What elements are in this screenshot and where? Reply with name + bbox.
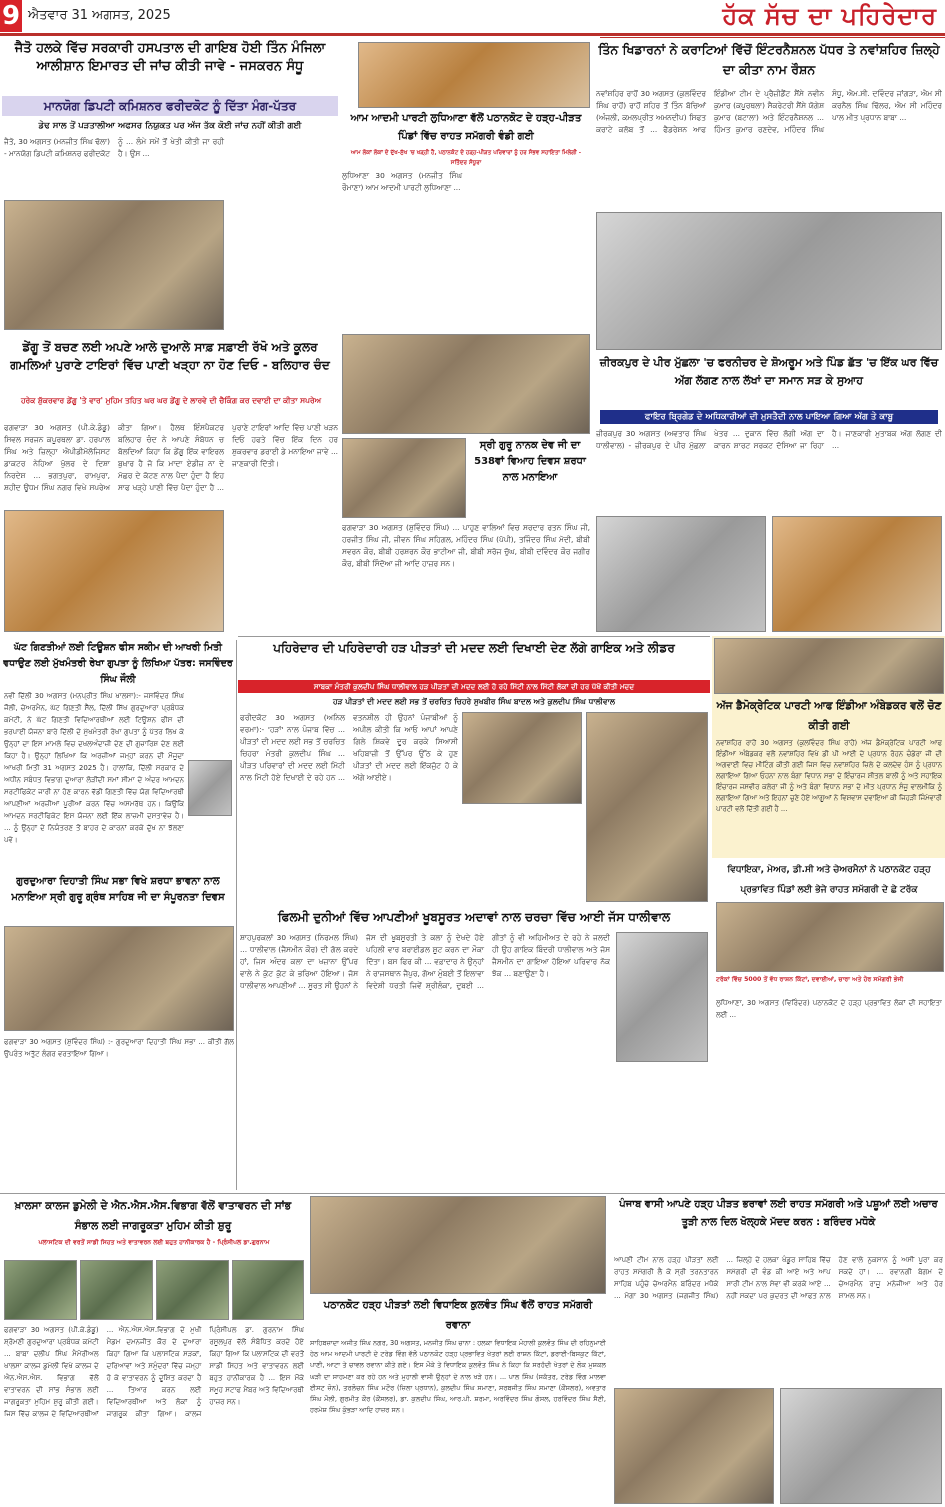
masthead-logo	[722, 2, 937, 30]
kicker-khalsa: ਪਲਾਸਟਿਕ ਦੀ ਵਰਤੋਂ ਸਾਡੀ ਸਿਹਤ ਅਤੇ ਵਾਤਾਵਰਨ ਲਈ ਬਹੁਤ ਹਾਨੀਕਾਰਕ ਹੈ - ਪ੍ਰਿੰਸੀਪਲ ਡਾ.ਗੁਰਨਾਮ	[38, 1239, 270, 1246]
body-dengue: ਫਗਵਾੜਾ 30 ਅਗਸਤ (ਪੀ.ਕੇ.ਡੰਡੂ) ਸਿਵਲ ਸਰਜਨ ਕਪੂਰਥਲਾ ਡਾ. ਹਰਪਾਲ ਸਿੰਘ ਅਤੇ ਜ਼ਿਲ੍ਹਾ ਐਪੀਡੀਮੋਲੋਜਿਸਟ ਡਾਕਟਰ ਨੇਹਿਆ ਖੁੱਲਰ ਦੇ ਦਿਸ਼ਾ ਨਿਰਦੇਸ਼ ... ਭਗਤਪੁਰਾ, ਰਾਮਪੁਰਾ, ਸ਼ਹੀਦ ਊਧਮ ਸਿੰਘ ਨਗਰ ਵਿਖੇ ਸਪਰੇਅ ਕੀਤਾ ਗਿਆ। ਹੈਲਥ ਇੰਸਪੈਕਟਰ ਬਲਿਹਾਰ ਚੰਦ ਨੇ ਆਪਣੇ ਸੰਬੋਧਨ ਚ ਬੋਲਦਿਆਂ ਕਿਹਾ ਕਿ ਡੇਂਗੂ ਇੱਕ ਵਾਇਰਲ ਬੁਖ਼ਾਰ ਹੈ ਜੋ ਕਿ ਮਾਦਾ ਏਡੀਜ਼ ਨਾ ਦੇ ਮੱਛਰ ਦੇ ਕੱਟਣ ਨਾਲ ਪੈਦਾ ਹੁੰਦਾ ਹੈ ਇਹ ਸਾਫ ਖੜ੍ਹੇ ਪਾਣੀ ਵਿੱਚ ਪੈਦਾ ਹੁੰਦਾ ਹੈ ... ਪੁਰਾਣੇ ਟਾਇਰਾਂ ਆਦਿ ਵਿੱਚ ਪਾਣੀ ਖੜਨ ਦਿਓ ਹਫਤੇ ਵਿੱਚ ਇੱਕ ਦਿਨ ਹਰ ਸ਼ੁਕਰਵਾਰ ਡਰਾਈ ਡੇ ਮਨਾਇਆ ਜਾਵੇ ... ਜਾਣਕਾਰੀ ਦਿੱਤੀ।	[4, 423, 338, 492]
header-rule	[0, 33, 945, 36]
body-guru-nanak: ਫਗਵਾੜਾ 30 ਅਗਸਤ (ਸ਼ੁਵਿੰਦਰ ਸਿੰਘ) ... ਪਾਹੁਣ ਵਾਲਿਆਂ ਵਿਚ ਸਰਦਾਰ ਰਤਨ ਸਿੰਘ ਜੀ, ਹਰਜੀਤ ਸਿੰਘ ਜੀ, ਜੀਵਨ ਸਿੰਘ ਸਹਿਗਲ, ਮਹਿੰਦਰ ਸਿੰਘ (ਪੱਪੀ), ਤਜਿੰਦਰ ਸਿੰਘ ਮੋਦੀ, ਬੀਬੀ ਸਵਰਨ ਕੌਰ, ਬੀਬੀ ਹਰਸ਼ਰਨ ਕੌਰ ਭਾਟੀਆ ਜੀ, ਬੀਬੀ ਸਰੋਜ ਚੁੱਘ, ਬੀਬੀ ਦਵਿੰਦਰ ਕੌਰ ਜਗੀਰ ਕੌਰ, ਬੀਬੀ ਸਿੰਦੋਆ ਜੀ ਆਦਿ ਹਾਜ਼ਰ ਸਨ।	[342, 523, 590, 568]
headline-punjab-vasi: ਪੰਜਾਬ ਵਾਸੀ ਆਪਣੇ ਹੜ੍ਹ ਪੀੜਤ ਭਰਾਵਾਂ ਲਈ ਰਾਹਤ ਸਮੱਗਰੀ ਅਤੇ ਪਸ਼ੂਆਂ ਲਈ ਅਚਾਰ ਤੂੜੀ ਨਾਲ ਦਿਲ ਖੋਲ੍ਹਕੇ ਮੱਦਦ ਕਰਨ : ਬਰਿੰਦਰ ਮਧੋਕੇ	[619, 1199, 938, 1228]
headline-mla-trucks: ਵਿਧਾਇਕਾ, ਮੇਅਰ, ਡੀ.ਸੀ ਅਤੇ ਚੇਅਰਮੈਨਾਂ ਨੇ ਪਠਾਨਕੋਟ ਹੜ੍ਹ ਪ੍ਰਭਾਵਿਤ ਪਿੰਡਾਂ ਲਈ ਭੇਜੇ ਰਾਹਤ ਸਮੱਗਰੀ ਦੇ ਛੇ ਟਰੱਕ	[727, 865, 931, 895]
headline-tuition: ਘੱਟ ਗਿਣਤੀਆਂ ਲਈ ਟਿਊਸ਼ਨ ਫੀਸ ਸਕੀਮ ਦੀ ਆਖਰੀ ਮਿਤੀ ਵਧਾਉਣ ਲਈ ਮੁੱਖਮੰਤਰੀ ਰੇਖਾ ਗੁਪਤਾ ਨੂੰ ਲਿਖਿਆ ਪੱਤਰ: ਜਸਵਿੰਦਰ ਸਿੰਘ ਜੌਲੀ	[3, 642, 233, 685]
headline-gurdwara: ਗੁਰਦੁਆਰਾ ਦਿਹਾਤੀ ਸਿੰਘ ਸਭਾ ਵਿਖੇ ਸ਼ਰਧਾ ਭਾਵਨਾ ਨਾਲ ਮਨਾਇਆ ਸ੍ਰੀ ਗੁਰੂ ਗ੍ਰੰਥ ਸਾਹਿਬ ਜੀ ਦਾ ਸੰਪੂਰਨਤਾ ਦਿਵਸ	[11, 876, 225, 903]
photo-gurdwara	[4, 926, 234, 1031]
photo-khalsa-3	[156, 1260, 229, 1320]
issue-date: ਐਤਵਾਰ 31 ਅਗਸਤ, 2025	[28, 8, 171, 23]
body-kulwant: ਸਾਹਿਬਜ਼ਾਦਾ ਅਜੀਤ ਸਿੰਘ ਨਗਰ, 30 ਅਗਸਤ, ਮਨਜੀਤ ਸਿੰਘ ਚਾਨਾ : ਹਲਕਾ ਵਿਧਾਇਕ ਮੋਹਾਲੀ ਕੁਲਵੰਤ ਸਿੰਘ ਦੀ ਰਹਿਨੁਮਾਈ ਹੇਠ ਆਮ ਆਦਮੀ ਪਾਰਟੀ ਦੇ ਟਰੇਡ ਵਿੰਗ ਵੱਲੋਂ ਪਠਾਨਕੋਟ ਹੜ੍ਹ ਪ੍ਰਭਾਵਿਤ ਖੇਤਰਾਂ ਲਈ ਰਾਸ਼ਨ ਕਿੱਟਾਂ, ਡਰਾਈ-ਬਿਸਕੁਟ ਕਿੱਟਾਂ, ਪਾਣੀ, ਆਟਾ ਤੇ ਚਾਵਲ ਰਵਾਨਾ ਕੀਤੇ ਗਏ। ਇਸ ਮੌਕੇ ਤੇ ਵਿਧਾਇਕ ਕੁਲਵੰਤ ਸਿੰਘ ਨੇ ਕਿਹਾ ਕਿ ਸਰਹੱਦੀ ਖੇਤਰਾਂ ਦੇ ਲੋਕ ਮੁਸ਼ਕਲ ਘੜੀ ਦਾ ਸਾਹਮਣਾ ਕਰ ਰਹੇ ਹਨ ਅਤੇ ਮੁਹਾਲੀ ਵਾਸੀ ਉਨ੍ਹਾਂ ਦੇ ਨਾਲ ਖੜੇ ਹਨ। ... ਪਾਲ ਸਿੰਘ (ਸਕੱਤਰ, ਟਰੇਡ ਵਿੰਗ ਮਾਲਵਾ ਈਸਟ ਜ਼ੋਨ), ਤਰਲੋਚਨ ਸਿੰਘ ਮਟੌਰ (ਜ਼ਿਲਾ ਪ੍ਰਧਾਨ), ਕੁਲਦੀਪ ਸਿੰਘ ਸਮਾਣਾ, ਸਰਬਜੀਤ ਸਿੰਘ ਸਮਾਣਾ (ਕੌਂਸਲਰ), ਅਵਤਾਰ ਸਿੰਘ ਮੌਲੀ, ਗੁਰਮੀਤ ਕੌਰ (ਕੌਂਸਲਰ), ਡਾ. ਕੁਲਦੀਪ ਸਿੰਘ, ਆਰ.ਪੀ. ਸ਼ਰਮਾ, ਅਰਵਿੰਦਰ ਸਿੰਘ ਗੋਸਲ, ਹਰਵਿੰਦਰ ਸਿੰਘ ਸੈਣੀ, ਹਰਮੇਸ਼ ਸਿੰਘ ਕੁੰਭੜਾ ਆਦਿ ਹਾਜ਼ਰ ਸਨ।	[310, 1339, 606, 1415]
photo-khalsa-1	[4, 1260, 77, 1320]
kicker-jaito: ਡੇਢ ਸਾਲ ਤੋਂ ਪੜਤਾਲੀਆ ਅਫਸਰ ਨਿਯੁਕਤ ਪਰ ਅੱਜ ਤੱਕ ਕੋਈ ਜਾਂਚ ਨਹੀਂ ਕੀਤੀ ਗਈ	[38, 121, 302, 131]
photo-punjab-vasi-2	[780, 1388, 942, 1504]
section-rule-bottom	[0, 1193, 945, 1194]
kicker-aap-ludhiana: ਆਮ ਲੋਕਾਂ ਲੋਕਾਂ ਦੇ ਦੁੱਖ-ਸੁੱਖ 'ਚ ਖੜ੍ਹੀ ਹੈ, ਪਠਾਨਕੋਟ ਦੇ ਹੜ੍ਹ-ਪੀੜਤ ਪਰਿਵਾਰਾਂ ਨੂੰ ਹਰ ਸੰਭਵ ਸਹਾਇਤਾ ਮਿਲੇਗੀ - ਸਤਿੰਦਰ ਸੰਧੂਰਾ	[350, 150, 582, 166]
photo-khalsa-4	[232, 1260, 304, 1320]
headline-guru-nanak: ਸ੍ਰੀ ਗੁਰੂ ਨਾਨਕ ਦੇਵ ਜੀ ਦਾ 538ਵਾਂ ਵਿਆਹ ਦਿਵਸ ਸ਼ਰਧਾ ਨਾਲ ਮਨਾਇਆ	[474, 440, 586, 483]
photo-mla-trucks	[716, 902, 944, 972]
body-khalsa: ਫਗਵਾੜਾ 30 ਅਗਸਤ (ਪੀ.ਕੇ.ਡੰਡੂ) ਸ਼੍ਰੋਮਣੀ ਗੁਰਦੁਆਰਾ ਪ੍ਰਬੰਧਕ ਕਮੇਟੀ ... ਬਾਬਾ ਦਲੀਪ ਸਿੰਘ ਮੈਮੋਰੀਅਲ ਖਾਲਸਾ ਕਾਲਜ ਡੁਮੇਲੀ ਵਿਖੇ ਕਾਲਜ ਦੇ ਐਨ.ਐਸ.ਐਸ. ਵਿਭਾਗ ਵੱਲੋਂ ਵਾਤਾਵਰਨ ਦੀ ਸਾਂਭ ਸੰਭਾਲ ਲਈ ਜਾਗਰੂਕਤਾ ਮੁਹਿਮ ਸ਼ੁਰੂ ਕੀਤੀ ਗਈ। ਜਿਸ ਵਿੱਚ ਕਾਲਜ ਦੇ ਵਿਦਿਆਰਥੀਆਂ ... ਐਨ.ਐਸ.ਐਸ.ਵਿਭਾਗ ਦੇ ਮੁਖੀ ਮੈਡਮ ਦਮਨਜੀਤ ਕੌਰ ਦੇ ਦੁਆਰਾ ਕਿਹਾ ਗਿਆ ਕਿ ਪਲਾਸਟਿਕ ਸੜਕਾਂ, ਦਰਿਆਵਾਂ ਅਤੇ ਸਮੁੰਦਰਾਂ ਵਿੱਚ ਜਮ੍ਹਾ ਹੋ ਕੇ ਵਾਤਾਵਰਨ ਨੂੰ ਦੂਸ਼ਿਤ ਕਰਦਾ ਹੈ ... ਤਿਆਰ ਕਰਨ ਲਈ ਵਿਦਿਆਰਥੀਆਂ ਅਤੇ ਲੋਕਾਂ ਨੂੰ ਜਾਗਰੂਕ ਕੀਤਾ ਗਿਆ। ਕਾਲਜ ਪ੍ਰਿੰਸੀਪਲ ਡਾ. ਗੁਰਨਾਮ ਸਿੰਘ ਰਸੂਲਪੁਰ ਵੱਲੋਂ ਸੰਬੋਧਿਤ ਕਰਦੇ ਹੋਏ ਕਿਹਾ ਗਿਆ ਕਿ ਪਲਾਸਟਿਕ ਦੀ ਵਰਤੋਂ ਸਾਡੀ ਸਿਹਤ ਅਤੇ ਵਾਤਾਵਰਨ ਲਈ ਬਹੁਤ ਹਾਨੀਕਾਰਕ ਹੈ ... ਇਸ ਮੌਕੇ ਸਮੂਹ ਸਟਾਫ ਮੈਂਬਰ ਅਤੇ ਵਿਦਿਆਰਥੀ ਹਾਜ਼ਰ ਸਨ।	[4, 1326, 304, 1418]
headline-democratic: ਅੱਜ ਡੈਮੋਕ੍ਰੇਟਿਕ ਪਾਰਟੀ ਆਫ ਇੰਡੀਆ ਅੰਬੇਡਕਰ ਵਲੋਂ ਚੋਣ ਕੀਤੀ ਗਈ	[716, 700, 942, 732]
photo-jolly	[188, 760, 232, 816]
body-jass: ਸ਼ਾਹਪੁਰਕਲਾਂ 30 ਅਗਸਤ (ਨਿਰਮਲ ਸਿੰਘ) ... ਧਾਲੀਵਾਲ (ਜੈਸਮੀਨ ਕੌਰ) ਦੀ ਗੱਲ ਕਰਦੇ ਹਾਂ, ਜਿਸ ਅੰਦਰ ਕਲਾ ਦਾ ਖਜ਼ਾਨਾ ਉੱਪਰ ਵਾਲੇ ਨੇ ਕੁੱਟ ਕੁੱਟ ਕੇ ਭਰਿਆ ਹੋਇਆ। ਜੱਸ ਧਾਲੀਵਾਲ ਆਪਣੀਆਂ ... ਸੂਰਤ ਸੀ ਉਹਨਾਂ ਨੇ ਜੱਸ ਦੀ ਖੂਬਸੂਰਤੀ ਤੇ ਕਲਾ ਨੂੰ ਦੇਖਦੇ ਹੋਏ ਪਹਿਲੀ ਵਾਰ ਬਰਾਈਡਲ ਸ਼ੂਟ ਕਰਨ ਦਾ ਮੌਕਾ ਦਿੱਤਾ। ਬਸ ਫਿਰ ਕੀ ... ਵਫ਼ਾਦਾਰ ਨੇ ਉਨ੍ਹਾਂ ਨੇ ਰਾਜਸਥਾਨ ਜੈਪੁਰ, ਗੋਆ ਮੁੰਬਈ ਤੋਂ ਇਲਾਵਾ ਵਿਦੇਸ਼ੀ ਧਰਤੀ ਜਿਵੇਂ ਸ਼੍ਰੀਲੰਕਾ, ਦੁਬਈ ... ਗੀਤਾਂ ਨੂੰ ਵੀ ਅਹਿਮੀਅਤ ਦੇ ਰਹੇ ਨੇ ਜਲਦੀ ਹੀ ਉਹ ਗਾਇਕ ਬਿੰਦਰੀ ਧਾਲੀਵਾਲ ਅਤੇ ਜੱਸ ਜੈਸਮੀਨ ਦਾ ਗਾਇਆ ਹੋਇਆ ਪਰਿਵਾਰ ਨੋਕ ਝੋਕ ... ਬਣਾਉਣਾ ਹੈ।	[240, 933, 610, 990]
photo-fire-truck	[772, 516, 942, 632]
headline-pehredar: ਪਹਿਰੇਦਾਰ ਦੀ ਪਹਿਰੇਦਾਰੀ ਹੜ ਪੀੜਤਾਂ ਦੀ ਮਦਦ ਲਈ ਦਿਖਾਈ ਦੇਣ ਲੱਗੇ ਗਾਇਕ ਅਤੇ ਲੀਡਰ	[273, 641, 675, 655]
kicker-dengue: ਹਰੇਕ ਸ਼ੁੱਕਰਵਾਰ ਡੇਂਗੂ 'ਤੇ ਵਾਰ' ਮੁਹਿਮ ਤਹਿਤ ਘਰ ਘਰ ਡੇਂਗੂ ਦੇ ਲਾਰਵੇ ਦੀ ਚੈਕਿੰਗ ਕਰ ਦਵਾਈ ਦਾ ਕੀਤਾ ਸਪਰੇਅ	[20, 396, 322, 405]
photo-pehredar-night	[462, 712, 582, 804]
photo-punjab-vasi-1	[614, 1388, 774, 1504]
page-number: 9	[1, 1, 21, 31]
photo-jass	[616, 932, 708, 1062]
kicker-mla-trucks: ਟਰੱਕਾਂ ਵਿੱਚ 5000 ਤੋਂ ਵੱਧ ਰਾਸ਼ਨ ਕਿੱਟਾਂ, ਦਵਾਈਆਂ, ਚਾਰਾ ਅਤੇ ਹੋਰ ਸਮੱਗਰੀ ਭੇਜੀ	[716, 976, 904, 983]
body-jaito: ਜੈਤੋ, 30 ਅਗਸਤ (ਮਨਜੀਤ ਸਿੰਘ ਢੱਲਾ) - ਮਾਨਯੋਗ ਡਿਪਟੀ ਕਮਿਸ਼ਨਰ ਫਰੀਦਕੋਟ ਨੂੰ ... ਲੰਮੇ ਸਮੇਂ ਤੋਂ ਖੇਤੀ ਕੀਤੀ ਜਾ ਰਹੀ ਹੈ। ਉਸ ...	[4, 137, 224, 158]
photo-pehredar-group	[586, 712, 708, 902]
photo-aap-ludhiana	[358, 42, 590, 108]
column-rule	[236, 640, 237, 1190]
kicker-pehredar: ਹੜ ਪੀੜਤਾਂ ਦੀ ਮਦਦ ਲਈ ਸਭ ਤੋਂ ਚਰਚਿਤ ਚਿਹਰੇ ਸੁਖਬੀਰ ਸਿੰਘ ਬਾਦਲ ਅਤੇ ਕੁਲਦੀਪ ਸਿੰਘ ਧਾਲੀਵਾਲ	[332, 697, 616, 706]
photo-karate	[596, 212, 942, 350]
body-aap-ludhiana: ਲੁਧਿਆਣਾ 30 ਅਗਸਤ (ਮਨਜੀਤ ਸਿੰਘ ਰੌਮਾਣਾ) ਆਮ ਆਦਮੀ ਪਾਰਟੀ ਲੁਧਿਆਣਾ ...	[342, 171, 462, 192]
body-mla-trucks: ਲੁਧਿਆਣਾ, 30 ਅਗਸਤ (ਵਿਰਿੰਦਰ) ਪਠਾਨਕੋਟ ਦੇ ਹੜ੍ਹ ਪ੍ਰਭਾਵਿਤ ਲੋਕਾਂ ਦੀ ਸਹਾਇਤਾ ਲਈ ...	[716, 999, 942, 1019]
subhead-jaito: ਮਾਨਯੋਗ ਡਿਪਟੀ ਕਮਿਸ਼ਨਰ ਫਰੀਦਕੋਟ ਨੂੰ ਦਿੱਤਾ ਮੰਗ-ਪੱਤਰ	[2, 96, 338, 116]
masthead-text: ਹੱਕ ਸੱਚ ਦਾ ਪਹਿਰੇਦਾਰ	[722, 2, 937, 30]
kicker-zirakpur: ਫਾਇਰ ਬ੍ਰਿਗੇਡ ਦੇ ਅਧਿਕਾਰੀਆਂ ਦੀ ਮੁਸਤੈਦੀ ਨਾਲ ਪਾਇਆ ਗਿਆ ਅੱਗ ਤੇ ਕਾਬੂ	[600, 410, 938, 424]
body-tuition: ਨਵੀਂ ਦਿੱਲੀ 30 ਅਗਸਤ (ਮਨਪ੍ਰੀਤ ਸਿੰਘ ਖਾਲਸਾ):- ਜਸਵਿੰਦਰ ਸਿੰਘ ਜੌਲੀ, ਚੇਅਰਮੈਨ, ਘੱਟ ਗਿਣਤੀ ਸੈੱਲ, ਦਿੱਲੀ ਸਿੱਖ ਗੁਰਦੁਆਰਾ ਪ੍ਰਬੰਧਕ ਕਮੇਟੀ, ਨੇ ਘੱਟ ਗਿਣਤੀ ਵਿਦਿਆਰਥੀਆਂ ਲਈ ਟਿਊਸ਼ਨ ਫੀਸ ਦੀ ਭਰਪਾਈ ਯੋਜਨਾ ਬਾਰੇ ਦਿੱਲੀ ਦੇ ਮੁੱਖਮੰਤਰੀ ਰੇਖਾ ਗੁਪਤਾ ਨੂੰ ਪੱਤਰ ਲਿਖ ਕੇ ਉਨ੍ਹਾਂ ਦਾ ਇਸ ਮਾਮਲੇ ਵਿਚ ਦਖਲਅੰਦਾਜ਼ੀ ਦੇਣ ਦੀ ਗੁਜ਼ਾਰਿਸ਼ ਦੇਣ ਲਈ ਕਿਹਾ ਹੈ। ਉਨ੍ਹਾਂ ਲਿਖਿਆ ਕਿ ਅਰਜ਼ੀਆਂ ਜਮ੍ਹਾਂ ਕਰਨ ਦੀ ਮੌਜੂਦਾ ਆਖਰੀ ਮਿਤੀ 31 ਅਗਸਤ 2025 ਹੈ। ਹਾਲਾਂਕਿ, ਦਿੱਲੀ ਸਰਕਾਰ ਦੇ ਅਧੀਨ ਸਬੰਧਤ ਵਿਭਾਗ ਦੁਆਰਾ ਲੋੜੀਂਦੀ ਸਮਾਂ ਸੀਮਾ ਦੇ ਅੰਦਰ ਆਮਦਨ ਸਰਟੀਫਿਕੇਟ ਜਾਰੀ ਨਾ ਹੋਣ ਕਾਰਨ ਵੱਡੀ ਗਿਣਤੀ ਵਿੱਚ ਯੋਗ ਵਿਦਿਆਰਥੀ ਆਪਣੀਆਂ ਅਰਜ਼ੀਆਂ ਪੂਰੀਆਂ ਕਰਨ ਵਿੱਚ ਅਸਮਰੱਥ ਹਨ। ਕਿਉਂਕਿ ਆਮਦਨ ਸਰਟੀਫਿਕੇਟ ਇਸ ਯੋਜਨਾ ਲਈ ਇੱਕ ਲਾਜ਼ਮੀ ਦਸਤਾਵੇਜ਼ ਹੈ। ... ਨੂੰ ਉਨ੍ਹਾਂ ਦੇ ਨਿਯੰਤਰਣ ਤੋਂ ਬਾਹਰ ਦੇ ਕਾਰਨਾਂ ਕਰਕੇ ਦੁੱਖ ਨਾ ਝੱਲਣਾ ਪਵੇ।	[4, 692, 184, 844]
header-rule-thin	[600, 37, 945, 38]
body-pehredar: ਫਰੀਦਕੋਟ 30 ਅਗਸਤ (ਅਨਿਲ ਵਰਮਾ):- 'ਹੜਾਂ' ਨਾਲ ਪੰਜਾਬ ਵਿੱਚ ... ਪੀੜਤਾਂ ਦੀ ਮਦਦ ਲਈ ਸਭ ਤੋਂ ਚਰਚਿਤ ਚਿਹਰਾ ਮੰਤਰੀ ਕੁਲਦੀਪ ਸਿੰਘ ... ਪੀੜਤ ਪਰਿਵਾਰਾਂ ਦੀ ਮਦਦ ਲਈ ਮਿੱਟੀ ਨਾਲ ਮਿੱਟੀ ਹੋਏ ਦਿਖਾਈ ਦੇ ਰਹੇ ਹਨ ... ਵਤਨਸ਼ੀਲ ਹੀ ਉਹਨਾਂ ਪੰਜਾਬੀਆਂ ਨੂੰ ਅਪੀਲ ਕੀਤੀ ਕਿ ਆਓ ਆਪਾਂ ਆਪਣੇ ਗਿਲੇ ਸ਼ਿਕਵੇ ਦੂਰ ਕਰਕੇ ਸਿਆਸੀ ਖਹਿਬਾਜ਼ੀ ਤੋਂ ਉੱਪਰ ਉੱਠ ਕੇ ਹੁਣ ਪੀੜਤਾਂ ਦੀ ਮਦਦ ਲਈ ਇੱਕਜੁੱਟ ਹੋ ਕੇ ਅੱਗੇ ਆਈਏ।	[240, 713, 458, 782]
body-zirakpur: ਜ਼ੀਰਕਪੁਰ 30 ਅਗਸਤ (ਅਵਤਾਰ ਸਿੰਘ ਧਾਲੀਵਾਲ) - ਜ਼ੀਰਕਪੁਰ ਦੇ ਪੀਰ ਮੁੱਛਲਾ ਖੇਤਰ ... ਦੁਕਾਨ ਵਿੱਚ ਲੱਗੀ ਅੱਗ ਦਾ ਕਾਰਨ ਸ਼ਾਰਟ ਸਰਕਟ ਦੱਸਿਆ ਜਾ ਰਿਹਾ ਹੈ। ਜਾਣਕਾਰੀ ਮੁਤਾਬਕ ਅੱਗ ਲੱਗਣ ਦੀ ...	[596, 429, 942, 450]
headline-kulwant: ਪਠਾਨਕੋਟ ਹੜ੍ਹ ਪੀੜਤਾਂ ਲਈ ਵਿਧਾਇਕ ਕੁਲਵੰਤ ਸਿੰਘ ਵੱਲੋਂ ਰਾਹਤ ਸਮੱਗਰੀ ਰਵਾਨਾ	[323, 1300, 593, 1331]
body-democratic: ਨਵਾਂਸ਼ਹਿਰ ਰਾਹੋਂ 30 ਅਗਸਤ (ਕੁਲਵਿੰਦਰ ਸਿੰਘ ਰਾਹੋਂ) ਅੱਜ ਡੈਮੋਕ੍ਰੇਟਿਕ ਪਾਰਟੀ ਆਫ ਇੰਡੀਆ ਅੰਬੇਡਕਰ ਵਲੋਂ ਨਵਾਂਸ਼ਹਿਰ ਵਿਖੇ ਡੀ ਪੀ ਆਈ ਦੇ ਪ੍ਰਧਾਨ ਰੋਹਨ ਚੰਡੇਰਾ ਜੀ ਦੀ ਅਗਵਾਈ ਵਿਚ ਮੀਟਿੰਗ ਕੀਤੀ ਗਈ ਜਿਸ ਵਿਚ ਨਵਾਂਸ਼ਹਿਰ ਜ਼ਿਲੇ ਦੇ ਕਲਦੇਵ ਹੰਸ ਨੂੰ ਪ੍ਰਧਾਨ ਲਗਾਇਆ ਗਿਆ ਓਹਨਾ ਨਾਲ ਬੰਗਾ ਵਿਧਾਨ ਸਭਾ ਦੇ ਇੰਚਾਰਜ ਸ਼ੀਤਲ ਬਾਲੀ ਨੂੰ ਅਤੇ ਸਹਾਇਕ ਇੰਚਾਰਜ ਜਸਵੀਰ ਕਲੇਰਾ ਜੀ ਨੂੰ ਅਤੇ ਬੰਗਾ ਵਿਧਾਨ ਸਭਾ ਦੇ ਮੀਤ ਪ੍ਰਧਾਨ ਸੰਜੂ ਵਾਲਮੀਕਿ ਨੂੰ ਲਗਾਇਆ ਗਿਆ ਅਤੇ ਇਹਨਾਂ ਚੁਣੇ ਹੋਏ ਆਗੂਆਂ ਨੇ ਵਿਸ਼ਵਾਸ ਦਵਾਇਆ ਕੀ ਜਿਹੜੀ ਜਿੰਮੇਵਾਰੀ ਪਾਰਟੀ ਵਲੋਂ ਦਿੱਤੀ ਗਈ ਹੈ ...	[716, 739, 942, 813]
photo-khalsa-2	[80, 1260, 153, 1320]
headline-zirakpur: ਜ਼ੀਰਕਪੁਰ ਦੇ ਪੀਰ ਮੁੱਛਲਾ 'ਚ ਫਰਨੀਚਰ ਦੇ ਸ਼ੋਅਰੂਮ ਅਤੇ ਪਿੰਡ ਛੱਤ 'ਚ ਇੱਕ ਘਰ ਵਿੱਚ ਅੱਗ ਲੱਗਣ ਨਾਲ ਲੱਖਾਂ ਦਾ ਸਮਾਨ ਸੜ ਕੇ ਸੁਆਹ	[599, 356, 939, 387]
body-karate: ਨਵਾਂਸ਼ਹਿਰ ਰਾਹੋਂ 30 ਅਗਸਤ (ਕੁਲਵਿੰਦਰ ਸਿੰਘ ਰਾਹੋਂ) ਰਾਹੋਂ ਸ਼ਹਿਰ ਤੋਂ ਤਿੰਨ ਬੱਚਿਆਂ (ਅੰਜਲੀ, ਕਮਲਪ੍ਰੀਤ ਅਮਨਦੀਪ) ਸਿਫਤ ਕਰਾਟੇ ਕਲੱਬ ਤੋਂ ... ਫੈਡਰੇਸ਼ਨ ਆਫ ਇੰਡੀਆ ਟੀਮ ਦੇ ਪ੍ਰੈਜ਼ੀਡੈਂਟ ਸੈਂਸੇ ਨਵੀਨ ਕੁਮਾਰ (ਕਪੂਰਥਲਾ) ਸੈਕਰੇਟਰੀ ਸੈਂਸੇ ਯੋਗੇਸ਼ ਕੁਮਾਰ (ਬਟਾਲਾ) ਅਤੇ ਇੰਟਰਨੈਸ਼ਨਲ ... ਹਿੰਮਤ ਕੁਮਾਰ ਰਣਦੇਵ, ਮਹਿੰਦਰ ਸਿੰਘ ਸੰਧੂ, ਐਮ.ਸੀ. ਦਵਿੰਦਰ ਜਾਂਗੜਾ, ਐਮ ਸੀ ਕਰਨੈਲ ਸਿੰਘ ਢਿੱਲਰ, ਐਮ ਸੀ ਮਹਿੰਦਰ ਪਾਲ ਮੀਤ ਪ੍ਰਧਾਨ ਬਾਬਾ ...	[596, 89, 942, 134]
photo-dengue	[4, 510, 224, 632]
photo-aap-group	[342, 334, 590, 434]
photo-kulwant	[310, 1196, 606, 1294]
headline-jaito: ਜੈਤੋ ਹਲਕੇ ਵਿੱਚ ਸਰਕਾਰੀ ਹਸਪਤਾਲ ਦੀ ਗਾਇਬ ਹੋਈ ਤਿੰਨ ਮੰਜਿਲਾ ਆਲੀਸ਼ਾਨ ਇਮਾਰਤ ਦੀ ਜਾਂਚ ਕੀਤੀ ਜਾਵੇ - ਜਸਕਰਨ ਸੰਧੂ	[14, 41, 326, 74]
section-rule	[238, 636, 710, 637]
body-punjab-vasi: ਆਪਣੀ ਟੀਮ ਨਾਲ ਹੜ੍ਹ ਪੀੜਤਾਂ ਲਈ ਰਾਹਤ ਸਮੱਗਰੀ ਲੈ ਕੇ ਸ੍ਰੀ ਤਰਨਤਾਰਨ ਸਾਹਿਬ ਪਹੁੰਚੇ ਚੇਅਰਮੈਨ ਬਰਿੰਦਰ ਮਧੋਕੇ ... ਮੋਗਾ 30 ਅਗਸਤ (ਜਗਜੀਤ ਸਿੰਘ) ... ਜ਼ਿਲ੍ਹੇ ਦੇ ਹਲਕਾ ਖੰਡੂਰ ਸਾਹਿਬ ਵਿੱਚ ਸਮੱਗਰੀ ਦੀ ਵੰਡ ਕੀ ਆਏ ਅਤੇ ਆਪ ਸਾਰੀ ਟੀਮ ਨਾਲ ਸੇਵਾ ਵੀ ਕਰਕੇ ਆਏ ... ਨਹੀਂ ਸਕਦਾ ਪਰ ਕੁਦਰਤ ਦੀ ਆਫਤ ਨਾਲ ਹੋਣ ਵਾਲੇ ਨੁਕਸਾਨ ਨੂੰ ਅਸੀਂ ਪੂਰਾ ਕਰ ਸਕਦੇ ਹਾਂ। ... ਰਵਾਨਗੀ ਬੇਗਮ ਦੇ ਚੇਅਰਮੈਨ ਰਾਜੂ ਮਨੇਜੀਆ ਅਤੇ ਹੋਰ ਸ਼ਾਮਲ ਸਨ।	[614, 1256, 943, 1300]
photo-democratic	[714, 638, 944, 694]
photo-jaito	[4, 200, 224, 330]
headline-khalsa: ਖ਼ਾਲਸਾ ਕਾਲਜ ਡੁਮੇਲੀ ਦੇ ਐਨ.ਐਸ.ਐਸ.ਵਿਭਾਗ ਵੱਲੋਂ ਵਾਤਾਵਰਨ ਦੀ ਸਾਂਭ ਸੰਭਾਲ ਲਈ ਜਾਗਰੂਕਤਾ ਮੁਹਿਮ ਕੀਤੀ ਸ਼ੁਰੂ	[14, 1200, 292, 1232]
kicker-pehredar-red: ਸਾਬਕਾ ਮੰਤਰੀ ਕੁਲਦੀਪ ਸਿੰਘ ਧਾਲੀਵਾਲ ਹੜ ਪੀੜਤਾਂ ਦੀ ਮਦਦ ਲਈ ਹੋ ਰਹੇ ਮਿੱਟੀ ਨਾਲ ਮਿੱਟੀ ਲੋਕਾਂ ਦੀ ਹਰ ਪੱਖੋਂ ਕੀਤੀ ਮਦਦ	[238, 680, 710, 693]
headline-karate: ਤਿੰਨ ਖਿਡਾਰਨਾਂ ਨੇ ਕਰਾਟਿਆਂ ਵਿੱਚੋਂ ਇੰਟਰਨੈਸ਼ਨਲ ਪੱਧਰ ਤੇ ਨਵਾਂਸ਼ਹਿਰ ਜ਼ਿਲ੍ਹੇ ਦਾ ਕੀਤਾ ਨਾਮ ਰੌਸ਼ਨ	[598, 42, 940, 77]
photo-guru-nanak	[342, 438, 466, 518]
headline-aap-ludhiana: ਆਮ ਆਦਮੀ ਪਾਰਟੀ ਲੁਧਿਆਣਾ ਵੱਲੋਂ ਪਠਾਨਕੋਟ ਦੇ ਹੜ੍ਹ-ਪੀੜਤ ਪਿੰਡਾਂ ਵਿੱਚ ਰਾਹਤ ਸਮੱਗਰੀ ਵੰਡੀ ਗਈ	[350, 113, 582, 142]
headline-dengue: ਡੇਂਗੂ ਤੋਂ ਬਚਣ ਲਈ ਅਪਣੇ ਆਲੇ ਦੁਆਲੇ ਸਾਫ਼ ਸਫ਼ਾਈ ਰੱਖੋ ਅਤੇ ਕੂਲਰ ਗਮਲਿਆਂ ਪੁਰਾਣੇ ਟਾਇਰਾਂ ਵਿੱਚ ਪਾਣੀ ਖੜ੍ਹਾ ਨਾ ਹੋਣ ਦਿਓ - ਬਲਿਹਾਰ ਚੰਦ	[10, 340, 330, 372]
body-gurdwara: ਫਗਵਾੜਾ 30 ਅਗਸਤ (ਸ਼ੁਵਿੰਦਰ ਸਿੰਘ) :- ਗੁਰਦੁਆਰਾ ਦਿਹਾਤੀ ਸਿੰਘ ਸਭਾ ... ਕੀਤੀ ਗੱਲ ਉਪਰੰਤ ਅਤੁੱਟ ਲੰਗਰ ਵਰਤਾਇਆ ਗਿਆ।	[4, 1038, 234, 1058]
photo-fire-damage	[596, 516, 766, 632]
headline-jass: ਫਿਲਮੀ ਦੁਨੀਆਂ ਵਿੱਚ ਆਪਣੀਆਂ ਖੂਬਸੂਰਤ ਅਦਾਵਾਂ ਨਾਲ ਚਰਚਾ ਵਿੱਚ ਆਈ ਜੱਸ ਧਾਲੀਵਾਲ	[277, 910, 671, 924]
